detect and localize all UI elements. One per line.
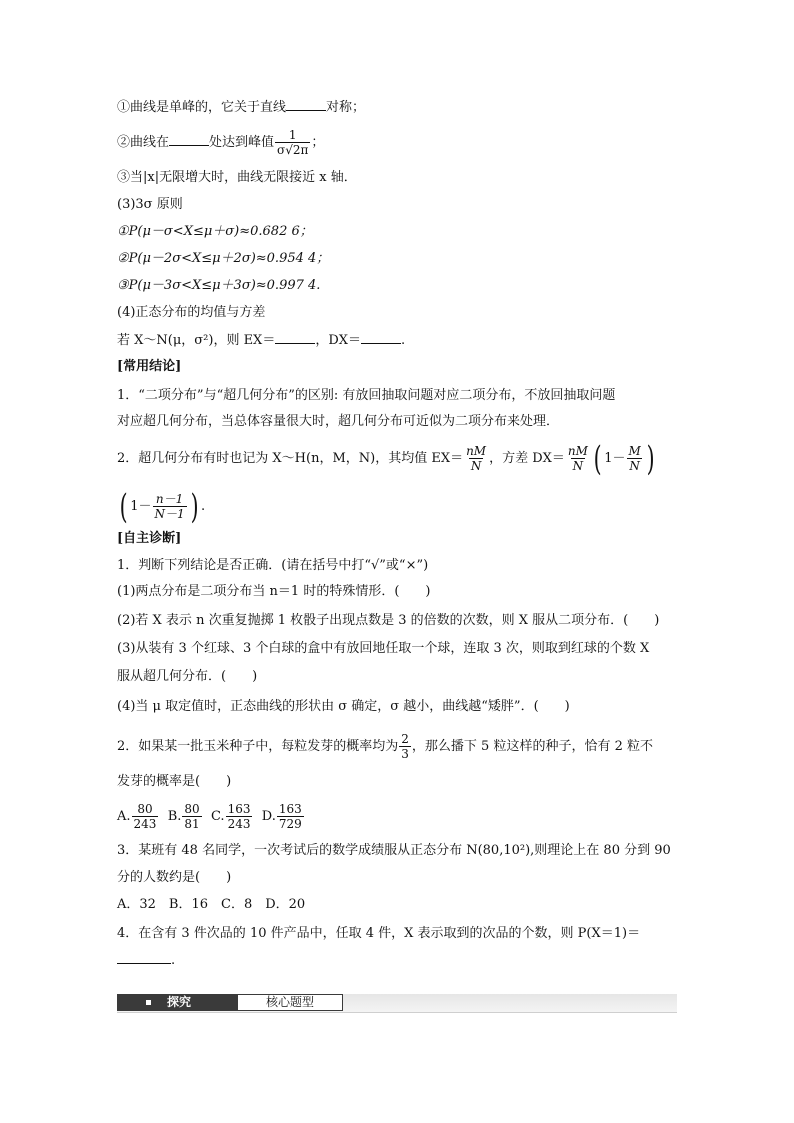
prop-3: ③当|x|无限增大时，曲线无限接近 x 轴． [117, 170, 357, 185]
three-sigma-rule-3: ③P(μ－3σ<X≤μ＋3σ)≈0.997 4. [117, 278, 321, 293]
conclusion-2: 2．超几何分布有时也记为 X～H(n，M，N)，其均值 EX＝ $\frac{nM}{N}$ ，方差 DX＝ $\frac{nM}{N}$ ( 1－ $\frac{M}{N}$ ) [117, 438, 655, 479]
question-1-item-3b: 服从超几何分布．( ) [117, 669, 258, 684]
option-b: B. $\frac{80}{81}$ [167, 802, 200, 831]
variance-fraction-3: $\frac{n-1}{N-1}$ [154, 492, 185, 521]
variance-fraction-2: $\frac{M}{N}$ [628, 444, 641, 473]
conclusion-2-cont: ( 1－ $\frac{n-1}{N-1}$ ) . [119, 486, 206, 527]
conclusion-1-line-2: 对应超几何分布，当总体容量很大时，超几何分布可近似为二项分布来处理． [117, 414, 560, 429]
question-1-item-2: (2)若 X 表示 n 次重复抛掷 1 枚骰子出现点数是 3 的倍数的次数，则 X 服从二项分布．( ) [117, 613, 660, 628]
option-c: C. $\frac{163}{243}$ [210, 802, 251, 831]
question-1-title: 1．判断下列结论是否正确．(请在括号中打“√”或“×”) [117, 558, 429, 573]
answer-blank [117, 951, 171, 964]
question-2-line-1: 2．如果某一批玉米种子中，每粒发芽的概率均为 $\frac{2}{3}$ ，那么播下 5 粒这样的种子，恰有 2 粒不 [117, 732, 653, 761]
question-1-item-3a: (3)从装有 3 个红球、3 个白球的盒中有放回地任取一个球，连取 3 次，则取到红球的个数 X [117, 641, 650, 656]
question-2-options [117, 800, 305, 834]
prop-1: ①曲线是单峰的，它关于直线 对称； [117, 100, 366, 115]
prop-2: ②曲线在 处达到峰值 $\frac{1}{\sigma√2\pi}$ ； [117, 128, 325, 157]
conclusions-heading: [常用结论] [117, 359, 182, 374]
variance-fraction-1: $\frac{nM}{N}$ [567, 444, 588, 473]
answer-blank [169, 133, 209, 146]
question-3-line-2: 分的人数约是( ) [117, 870, 232, 885]
peak-fraction: $\frac{1}{\sigma√2\pi}$ [277, 128, 309, 157]
option-a-fraction: $\frac{80}{243}$ [133, 802, 157, 831]
question-3-line-1: 3．某班有 48 名同学，一次考试后的数学成绩服从正态分布 N(80,10²),则理论上在 80 分到 90 [117, 843, 671, 858]
square-bullet-icon [146, 1000, 151, 1005]
option-b-fraction: $\frac{80}{81}$ [184, 802, 200, 831]
three-sigma-rule-1: ①P(μ－σ<X≤μ＋σ)≈0.682 6； [117, 224, 313, 239]
question-4-line-2: . [117, 951, 175, 970]
section-tab-explore: 探究 [117, 994, 237, 1011]
answer-blank [275, 331, 315, 344]
option-d: D. $\frac{163}{729}$ [261, 802, 302, 831]
option-c-fraction: $\frac{163}{243}$ [227, 802, 251, 831]
answer-blank [361, 331, 401, 344]
question-1-item-1: (1)两点分布是二项分布当 n＝1 时的特殊情形．( ) [117, 584, 431, 599]
question-3-options: A．32 B．16 C．8 D．20 [117, 897, 306, 912]
answer-blank [286, 98, 326, 111]
left-paren: ( [593, 438, 602, 479]
section-tab-core: 核心题型 [237, 994, 343, 1011]
option-d-fraction: $\frac{163}{729}$ [278, 802, 302, 831]
probability-fraction: $\frac{2}{3}$ [401, 732, 409, 761]
self-check-heading: [自主诊断] [117, 531, 182, 546]
left-paren: ( [119, 486, 128, 527]
question-2-line-2: 发芽的概率是( ) [117, 774, 232, 789]
question-1-item-4: (4)当 μ 取定值时，正态曲线的形状由 σ 确定，σ 越小，曲线越“矮胖”．( ) [117, 699, 570, 714]
right-paren: ) [190, 486, 199, 527]
mean-fraction: $\frac{nM}{N}$ [466, 444, 487, 473]
right-paren: ) [646, 438, 655, 479]
question-4-line-1: 4．在含有 3 件次品的 10 件产品中，任取 4 件，X 表示取到的次品的个数，则 P(X＝1)＝ [117, 926, 641, 941]
three-sigma-title: (3)3σ 原则 [117, 197, 183, 212]
section-bar [117, 994, 677, 1012]
three-sigma-rule-2: ②P(μ－2σ<X≤μ＋2σ)≈0.954 4； [117, 251, 330, 266]
mean-var-line: 若 X～N(μ，σ²)，则 EX＝ ，DX＝ . [117, 333, 406, 348]
mean-var-title: (4)正态分布的均值与方差 [117, 305, 266, 320]
conclusion-1-line-1: 1．“二项分布”与“超几何分布”的区别: 有放回抽取问题对应二项分布，不放回抽取问题 [117, 388, 616, 403]
option-a: A. $\frac{80}{243}$ [117, 802, 157, 831]
